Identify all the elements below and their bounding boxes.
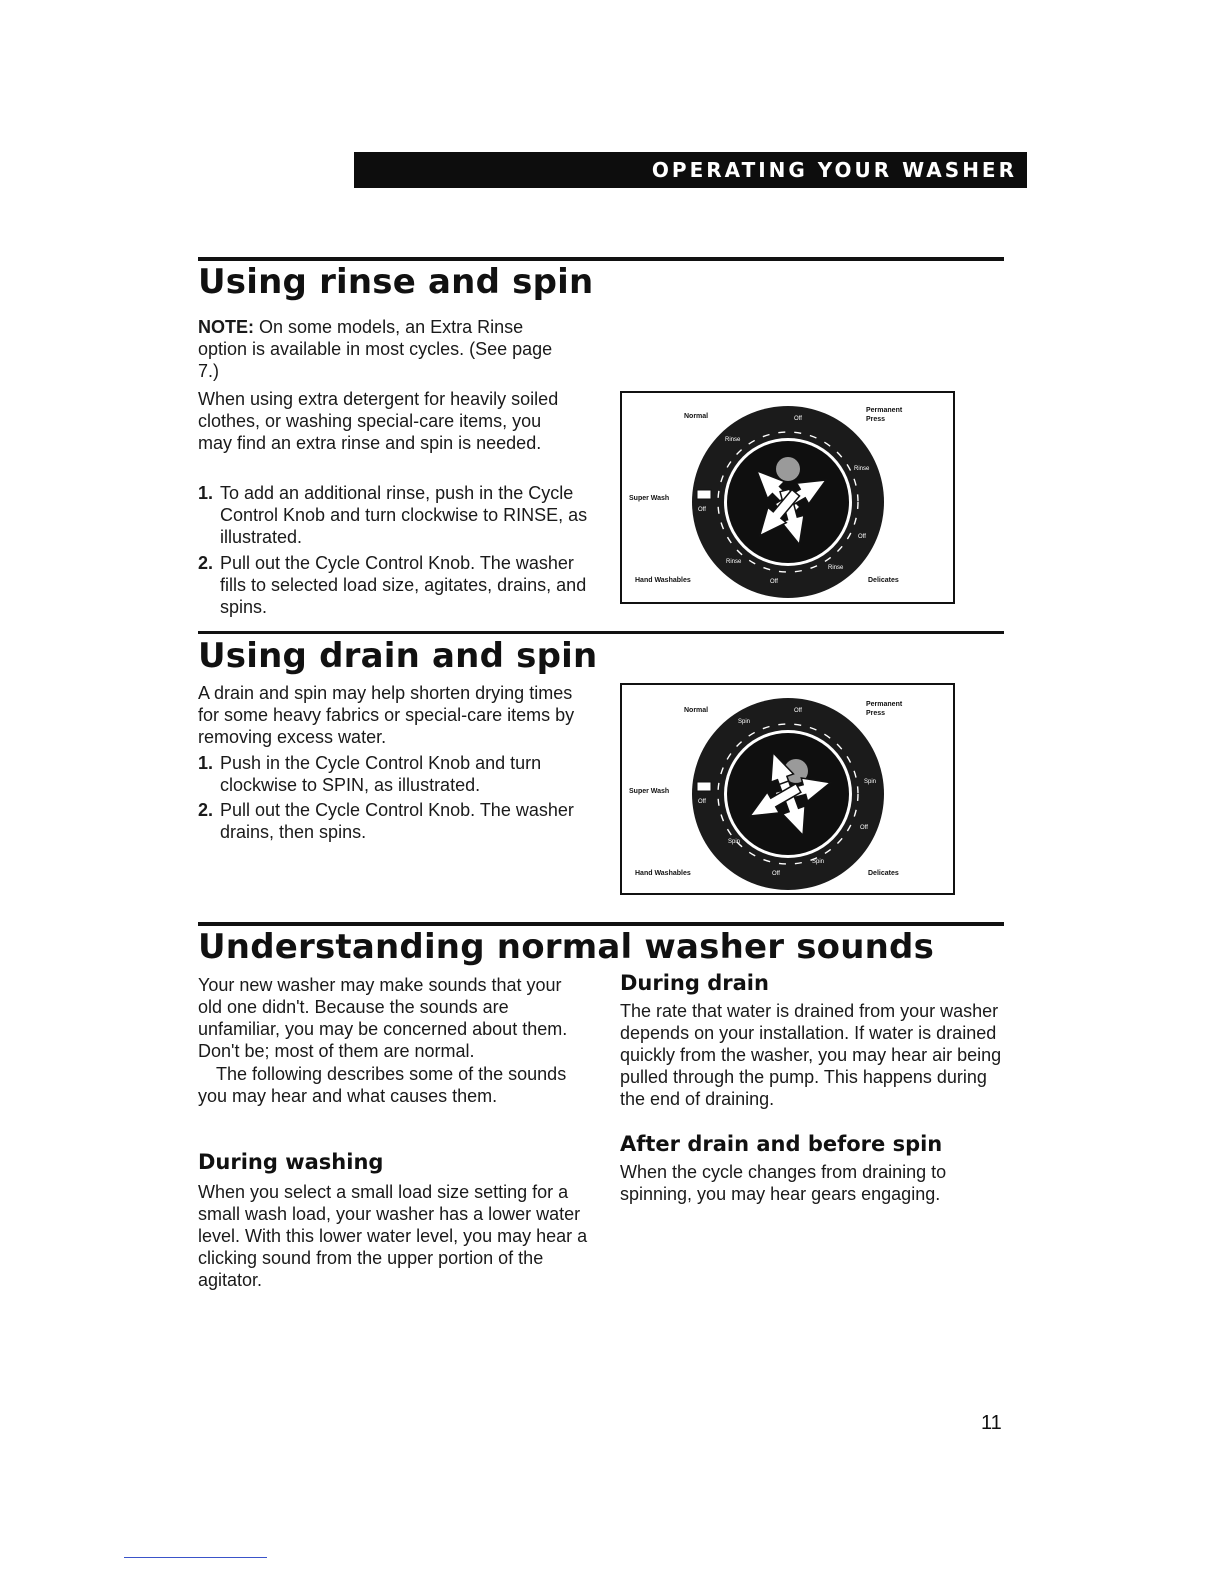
during-washing-heading: During washing	[198, 1150, 384, 1174]
cycle-control-knob-spin	[622, 685, 953, 893]
after-drain-heading: After drain and before spin	[620, 1132, 943, 1156]
step-text: Pull out the Cycle Control Knob. The washer fills to selected load size, agitates, drains, and spins.	[220, 553, 587, 617]
dial-label-normal: Normal	[684, 413, 709, 420]
step-number: 2.	[198, 553, 214, 573]
ring-label: Rinse	[725, 437, 741, 443]
dial-label-delicates: Delicates	[868, 577, 899, 584]
drain-spin-intro: A drain and spin may help shorten drying times for some heavy fabrics or special-care items by removing excess water.	[198, 683, 575, 747]
ring-label: Spin	[812, 859, 825, 865]
note-text: On some models, an Extra Rinse option is available in most cycles. (See page 7.)	[198, 317, 553, 381]
ring-label: Off	[794, 708, 802, 714]
during-drain-heading: During drain	[620, 971, 769, 995]
step-text: Push in the Cycle Control Knob and turn clockwise to SPIN, as illustrated.	[220, 753, 542, 795]
drain-dial-illustration	[620, 683, 955, 895]
dial-label-normal: Normal	[684, 707, 709, 714]
ring-label: Off	[770, 579, 778, 585]
dial-label-hand-washables: Hand Washables	[635, 870, 691, 877]
step-text: Pull out the Cycle Control Knob. The washer drains, then spins.	[220, 800, 574, 842]
sounds-heading: Understanding normal washer sounds	[198, 927, 935, 967]
page-number: 11	[981, 1412, 1002, 1434]
rinse-step-1	[198, 482, 590, 548]
rinse-spin-note	[198, 316, 570, 382]
dial-label-delicates: Delicates	[868, 870, 899, 877]
rinse-spin-heading: Using rinse and spin	[198, 262, 594, 302]
dial-label-hand-washables: Hand Washables	[635, 577, 691, 584]
ring-label: Rinse	[854, 466, 870, 472]
after-drain-text: When the cycle changes from draining to spinning, you may hear gears engaging.	[620, 1162, 947, 1204]
sounds-intro-2: The following describes some of the sounds you may hear and what causes them.	[198, 1064, 567, 1106]
banner-title: OPERATING YOUR WASHER	[651, 158, 1017, 182]
section-rule	[198, 631, 1004, 634]
during-drain-text: The rate that water is drained from your washer depends on your installation. If water is drained quickly from the washer, you may hear air being pulled through the pump. This happens during the end of draining.	[620, 1001, 1002, 1109]
section-banner	[354, 152, 1027, 188]
note-label: NOTE:	[198, 317, 254, 337]
section-rule	[198, 257, 1004, 261]
ring-label: Off	[698, 799, 706, 805]
dial-label-super-wash: Super Wash	[629, 788, 670, 795]
step-number: 1.	[198, 483, 214, 503]
rinse-step-2	[198, 552, 590, 618]
during-washing-text: When you select a small load size setting for a small wash load, your washer has a lower water level. With this lower water level, you may hear a clicking sound from the upper portion of the agitator.	[198, 1182, 588, 1290]
ring-label: Rinse	[726, 559, 742, 565]
dial-label-press: Press	[866, 710, 886, 717]
cycle-control-knob-rinse	[622, 393, 953, 602]
ring-label: Off	[698, 507, 706, 513]
step-text: To add an additional rinse, push in the Cycle Control Knob and turn clockwise to RINSE, as illustrated.	[220, 483, 588, 547]
drain-spin-heading: Using drain and spin	[198, 636, 598, 676]
dial-label-permanent: Permanent	[866, 701, 903, 708]
rinse-dial-illustration	[620, 391, 955, 604]
dial-label-press: Press	[866, 416, 886, 423]
ring-label: Off	[772, 871, 780, 877]
ring-label: Off	[860, 825, 868, 831]
ring-label: Spin	[738, 719, 751, 725]
ring-label: Rinse	[828, 565, 844, 571]
section-rule	[198, 922, 1004, 926]
drain-step-2	[198, 799, 590, 843]
step-number: 2.	[198, 800, 214, 820]
ring-label: Spin	[728, 839, 741, 845]
rinse-spin-intro: When using extra detergent for heavily soiled clothes, or washing special-care items, you may find an extra rinse and spin is needed.	[198, 389, 559, 453]
step-number: 1.	[198, 753, 214, 773]
ring-label: Spin	[864, 779, 877, 785]
ring-label: Off	[858, 534, 866, 540]
footer-line	[124, 1557, 267, 1558]
ring-label: Off	[794, 416, 802, 422]
sounds-intro: Your new washer may make sounds that your old one didn't. Because the sounds are unfamiliar, you may be concerned about them. Don't be; most of them are normal.	[198, 975, 568, 1061]
drain-step-1	[198, 752, 590, 796]
dial-label-permanent: Permanent	[866, 407, 903, 414]
dial-label-super-wash: Super Wash	[629, 495, 670, 502]
